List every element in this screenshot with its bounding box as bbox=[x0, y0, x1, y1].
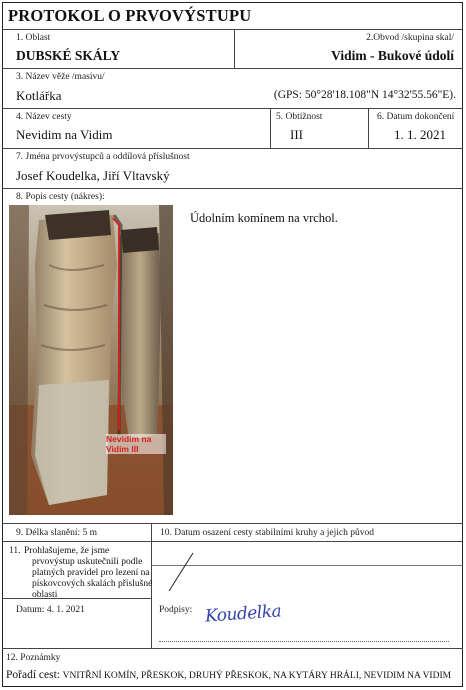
rappel-label bbox=[16, 528, 97, 538]
description-label: 8. Popis cesty (nákres): bbox=[16, 192, 105, 202]
route-photo bbox=[9, 205, 173, 515]
declaration-line: Prohlašujeme, že jsme bbox=[24, 546, 110, 556]
date-label-text: Datum: bbox=[16, 605, 45, 615]
date-value: 4. 1. 2021 bbox=[46, 605, 85, 615]
declaration-line: pískovcových skalách příslušné bbox=[32, 579, 153, 589]
declaration-number: 11. bbox=[9, 546, 21, 556]
declaration-text bbox=[24, 546, 152, 601]
form-title: PROTOKOL O PRVOVÝSTUPU bbox=[8, 6, 252, 25]
route-caption-line1: Nevidim na bbox=[106, 434, 152, 444]
climbers-value: Josef Koudelka, Jiří Vltavský bbox=[16, 168, 170, 183]
divider bbox=[234, 29, 235, 68]
area-value: DUBSKÉ SKÁLY bbox=[16, 48, 121, 63]
strike-slash bbox=[151, 541, 463, 598]
divider bbox=[2, 648, 463, 649]
description-text: Údolním komínem na vrchol. bbox=[190, 211, 338, 225]
divider bbox=[270, 108, 271, 148]
rappel-label-text: 9. Délka slanění: bbox=[16, 528, 81, 538]
divider bbox=[2, 108, 463, 109]
anchors-label: 10. Datum osazení cesty stabilními kruhy a jejich původ bbox=[160, 528, 374, 538]
route-order bbox=[6, 669, 451, 681]
route-photo-caption bbox=[106, 434, 166, 454]
date-done-value: 1. 1. 2021 bbox=[394, 127, 446, 142]
tower-value: Kotlářka bbox=[16, 88, 62, 103]
signature-line bbox=[159, 641, 449, 642]
route-order-value: VNITŘNÍ KOMÍN, PŘESKOK, DRUHÝ PŘESKOK, NA KYTÁRY HRÁLI, NEVIDIM NA VIDIM bbox=[62, 671, 452, 681]
date-label bbox=[16, 605, 85, 615]
signature: Koudelka bbox=[204, 601, 282, 627]
notes-label: 12. Poznámky bbox=[6, 653, 61, 663]
divider bbox=[368, 108, 369, 148]
route-order-label: Pořadí cest: bbox=[6, 669, 60, 681]
declaration-line: platných pravidel pro lezení na bbox=[32, 568, 150, 578]
district-value: Vidim - Bukové údolí bbox=[331, 48, 454, 63]
difficulty-value: III bbox=[290, 127, 303, 142]
rappel-value: 5 m bbox=[82, 528, 97, 538]
divider bbox=[2, 29, 463, 30]
district-label: 2.Obvod /skupina skal/ bbox=[366, 33, 454, 43]
route-value: Nevidim na Vidim bbox=[16, 127, 113, 142]
tower-label: 3. Název věže /masivu/ bbox=[16, 72, 105, 82]
divider bbox=[2, 148, 463, 149]
signatures-label: Podpisy: bbox=[159, 605, 193, 615]
route-caption-line2: Vidim III bbox=[106, 444, 139, 454]
divider bbox=[2, 188, 463, 189]
divider bbox=[2, 68, 463, 69]
gps-coordinates: (GPS: 50°28'18.108"N 14°32'55.56"E). bbox=[273, 89, 456, 101]
rock-photo-illustration bbox=[9, 205, 173, 515]
climbers-label: 7. Jména prvovýstupců a oddílová příslušnost bbox=[16, 152, 190, 162]
declaration-line: prvovýstup uskutečnili podle bbox=[32, 557, 143, 567]
divider bbox=[2, 523, 463, 524]
area-label: 1. Oblast bbox=[16, 33, 51, 43]
route-label: 4. Název cesty bbox=[16, 112, 72, 122]
date-done-label: 6. Datum dokončení bbox=[377, 112, 455, 122]
difficulty-label: 5. Obtížnost bbox=[276, 112, 323, 122]
declaration-line: oblasti bbox=[32, 590, 58, 600]
